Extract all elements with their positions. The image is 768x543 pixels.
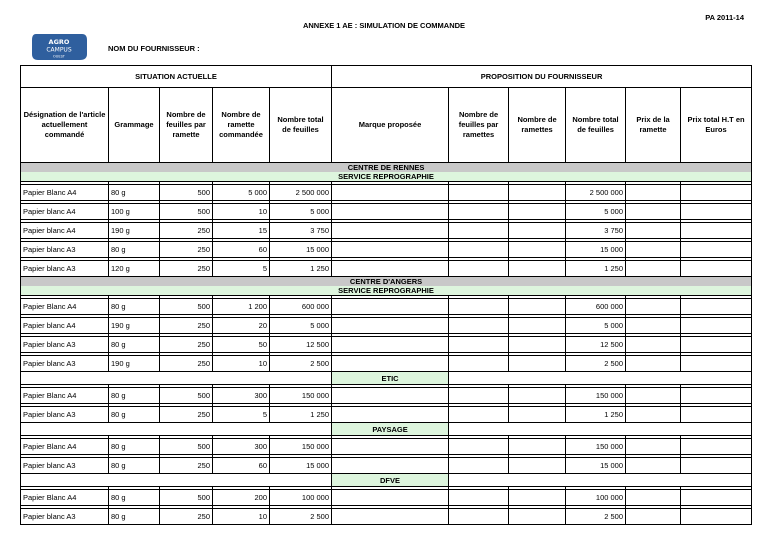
cell-grammage: 80 g — [109, 458, 160, 474]
input-ream-price[interactable] — [626, 261, 681, 277]
input-proposed-reams[interactable] — [509, 458, 566, 474]
cell-sheets-per-ream: 500 — [160, 299, 213, 315]
cell-total-sheets: 100 000 — [270, 490, 332, 506]
input-proposed-sheets-per-ream[interactable] — [449, 337, 509, 353]
input-proposed-reams[interactable] — [509, 261, 566, 277]
cell-sheets-per-ream: 250 — [160, 318, 213, 334]
cell-reams-ordered: 50 — [213, 337, 270, 353]
input-total-price[interactable] — [681, 458, 752, 474]
cell-grammage: 80 g — [109, 439, 160, 455]
cell-sheets-per-ream: 500 — [160, 204, 213, 220]
cell-grammage: 80 g — [109, 185, 160, 201]
col-grammage: Grammage — [109, 88, 160, 163]
cell-reams-ordered: 60 — [213, 242, 270, 258]
cell-reams-ordered: 5 — [213, 407, 270, 423]
input-proposed-brand[interactable] — [332, 318, 449, 334]
cell-total-sheets: 2 500 — [270, 356, 332, 372]
input-ream-price[interactable] — [626, 458, 681, 474]
input-proposed-brand[interactable] — [332, 204, 449, 220]
cell-sheets-per-ream: 250 — [160, 337, 213, 353]
input-ream-price[interactable] — [626, 337, 681, 353]
table-row — [21, 337, 752, 353]
cell-total-sheets: 1 250 — [270, 407, 332, 423]
col-proposed-sheets-per-ream: Nombre de feuilles par ramettes — [449, 88, 509, 163]
cell-designation: Papier blanc A4 — [21, 318, 109, 334]
cell-proposed-total-sheets: 150 000 — [566, 439, 626, 455]
input-ream-price[interactable] — [626, 439, 681, 455]
cell-designation: Papier blanc A3 — [21, 458, 109, 474]
table-row — [21, 261, 752, 277]
cell-total-sheets: 1 250 — [270, 261, 332, 277]
cell-proposed-total-sheets: 3 750 — [566, 223, 626, 239]
input-proposed-sheets-per-ream[interactable] — [449, 204, 509, 220]
cell-grammage: 80 g — [109, 388, 160, 404]
input-proposed-sheets-per-ream[interactable] — [449, 299, 509, 315]
cell-reams-ordered: 60 — [213, 458, 270, 474]
input-ream-price[interactable] — [626, 223, 681, 239]
col-proposed-reams: Nombre de ramettes — [509, 88, 566, 163]
group-header-dfve: DFVE — [332, 474, 449, 487]
col-proposed-total-sheets: Nombre total de feuilles — [566, 88, 626, 163]
document-title: ANNEXE 1 AE : SIMULATION DE COMMANDE — [302, 21, 466, 30]
cell-designation: Papier blanc A3 — [21, 509, 109, 525]
table-row — [21, 490, 752, 506]
cell-sheets-per-ream: 500 — [160, 439, 213, 455]
cell-sheets-per-ream: 250 — [160, 261, 213, 277]
col-ream-price: Prix de la ramette — [626, 88, 681, 163]
cell-reams-ordered: 300 — [213, 439, 270, 455]
cell-proposed-total-sheets: 2 500 — [566, 509, 626, 525]
input-ream-price[interactable] — [626, 490, 681, 506]
input-proposed-sheets-per-ream[interactable] — [449, 261, 509, 277]
cell-grammage: 80 g — [109, 337, 160, 353]
order-simulation-table — [20, 65, 752, 525]
agrocampus-logo — [30, 32, 88, 62]
section-supplier-proposal: PROPOSITION DU FOURNISSEUR — [332, 66, 752, 88]
input-proposed-brand[interactable] — [332, 490, 449, 506]
input-total-price[interactable] — [681, 439, 752, 455]
table-row — [21, 407, 752, 423]
input-ream-price[interactable] — [626, 388, 681, 404]
input-total-price[interactable] — [681, 299, 752, 315]
input-ream-price[interactable] — [626, 185, 681, 201]
cell-proposed-total-sheets: 150 000 — [566, 388, 626, 404]
cell-sheets-per-ream: 500 — [160, 185, 213, 201]
cell-reams-ordered: 10 — [213, 356, 270, 372]
cell-proposed-total-sheets: 2 500 — [566, 356, 626, 372]
input-proposed-brand[interactable] — [332, 356, 449, 372]
input-proposed-brand[interactable] — [332, 337, 449, 353]
cell-designation: Papier Blanc A4 — [21, 299, 109, 315]
input-proposed-reams[interactable] — [509, 490, 566, 506]
group-header-right — [449, 474, 752, 487]
input-proposed-reams[interactable] — [509, 407, 566, 423]
group-header-left — [21, 474, 332, 487]
logo-graphic — [30, 32, 88, 62]
table-row — [21, 299, 752, 315]
cell-grammage: 190 g — [109, 356, 160, 372]
input-proposed-sheets-per-ream[interactable] — [449, 490, 509, 506]
cell-sheets-per-ream: 250 — [160, 458, 213, 474]
site-header-rennes: CENTRE DE RENNES — [21, 163, 752, 173]
input-total-price[interactable] — [681, 388, 752, 404]
cell-reams-ordered: 10 — [213, 509, 270, 525]
input-proposed-sheets-per-ream[interactable] — [449, 242, 509, 258]
cell-grammage: 80 g — [109, 509, 160, 525]
input-proposed-sheets-per-ream[interactable] — [449, 458, 509, 474]
input-proposed-brand[interactable] — [332, 388, 449, 404]
input-total-price[interactable] — [681, 242, 752, 258]
cell-grammage: 80 g — [109, 490, 160, 506]
input-proposed-brand[interactable] — [332, 458, 449, 474]
cell-reams-ordered: 1 200 — [213, 299, 270, 315]
supplier-name-label: NOM DU FOURNISSEUR : — [108, 44, 200, 53]
input-ream-price[interactable] — [626, 204, 681, 220]
cell-total-sheets: 15 000 — [270, 242, 332, 258]
cell-reams-ordered: 200 — [213, 490, 270, 506]
cell-designation: Papier blanc A4 — [21, 204, 109, 220]
input-proposed-brand[interactable] — [332, 439, 449, 455]
cell-designation: Papier Blanc A4 — [21, 388, 109, 404]
cell-sheets-per-ream: 250 — [160, 242, 213, 258]
input-total-price[interactable] — [681, 318, 752, 334]
input-total-price[interactable] — [681, 509, 752, 525]
input-total-price[interactable] — [681, 337, 752, 353]
cell-total-sheets: 150 000 — [270, 388, 332, 404]
cell-sheets-per-ream: 500 — [160, 388, 213, 404]
cell-proposed-total-sheets: 1 250 — [566, 407, 626, 423]
cell-designation: Papier blanc A3 — [21, 261, 109, 277]
group-header-paysage: PAYSAGE — [332, 423, 449, 436]
input-ream-price[interactable] — [626, 318, 681, 334]
input-proposed-sheets-per-ream[interactable] — [449, 407, 509, 423]
input-proposed-sheets-per-ream[interactable] — [449, 223, 509, 239]
cell-reams-ordered: 5 000 — [213, 185, 270, 201]
input-proposed-reams[interactable] — [509, 185, 566, 201]
cell-proposed-total-sheets: 15 000 — [566, 458, 626, 474]
input-total-price[interactable] — [681, 204, 752, 220]
cell-designation: Papier blanc A4 — [21, 223, 109, 239]
cell-proposed-total-sheets: 100 000 — [566, 490, 626, 506]
input-proposed-reams[interactable] — [509, 299, 566, 315]
cell-proposed-total-sheets: 12 500 — [566, 337, 626, 353]
cell-grammage: 80 g — [109, 407, 160, 423]
table-row — [21, 458, 752, 474]
input-total-price[interactable] — [681, 223, 752, 239]
cell-designation: Papier blanc A3 — [21, 407, 109, 423]
group-header-etic: ETIC — [332, 372, 449, 385]
cell-reams-ordered: 5 — [213, 261, 270, 277]
input-proposed-brand[interactable] — [332, 261, 449, 277]
input-proposed-reams[interactable] — [509, 388, 566, 404]
cell-sheets-per-ream: 250 — [160, 223, 213, 239]
col-reams-ordered: Nombre de ramette commandée — [213, 88, 270, 163]
cell-proposed-total-sheets: 2 500 000 — [566, 185, 626, 201]
table-row — [21, 439, 752, 455]
cell-reams-ordered: 15 — [213, 223, 270, 239]
input-total-price[interactable] — [681, 261, 752, 277]
cell-sheets-per-ream: 250 — [160, 509, 213, 525]
input-total-price[interactable] — [681, 356, 752, 372]
cell-total-sheets: 2 500 — [270, 509, 332, 525]
cell-total-sheets: 600 000 — [270, 299, 332, 315]
input-proposed-reams[interactable] — [509, 439, 566, 455]
input-proposed-reams[interactable] — [509, 337, 566, 353]
cell-total-sheets: 15 000 — [270, 458, 332, 474]
input-proposed-reams[interactable] — [509, 356, 566, 372]
input-proposed-sheets-per-ream[interactable] — [449, 509, 509, 525]
cell-total-sheets: 2 500 000 — [270, 185, 332, 201]
cell-total-sheets: 12 500 — [270, 337, 332, 353]
input-proposed-reams[interactable] — [509, 318, 566, 334]
input-proposed-sheets-per-ream[interactable] — [449, 185, 509, 201]
cell-reams-ordered: 20 — [213, 318, 270, 334]
logo-text-agro: AGRO — [48, 38, 70, 46]
col-designation: Désignation de l'article actuellement commandé — [21, 88, 109, 163]
cell-reams-ordered: 300 — [213, 388, 270, 404]
cell-designation: Papier blanc A3 — [21, 356, 109, 372]
logo-text-campus: CAMPUS — [46, 46, 72, 54]
cell-sheets-per-ream: 250 — [160, 356, 213, 372]
input-proposed-reams[interactable] — [509, 242, 566, 258]
table-row — [21, 223, 752, 239]
input-total-price[interactable] — [681, 407, 752, 423]
cell-grammage: 190 g — [109, 223, 160, 239]
cell-designation: Papier Blanc A4 — [21, 185, 109, 201]
input-proposed-brand[interactable] — [332, 223, 449, 239]
input-proposed-sheets-per-ream[interactable] — [449, 356, 509, 372]
logo-text-ouest: OUEST — [53, 54, 65, 59]
cell-grammage: 100 g — [109, 204, 160, 220]
cell-proposed-total-sheets: 15 000 — [566, 242, 626, 258]
col-sheets-per-ream: Nombre de feuilles par ramette — [160, 88, 213, 163]
col-total-price: Prix total H.T en Euros — [681, 88, 752, 163]
cell-sheets-per-ream: 500 — [160, 490, 213, 506]
cell-total-sheets: 5 000 — [270, 204, 332, 220]
cell-designation: Papier Blanc A4 — [21, 439, 109, 455]
col-proposed-brand: Marque proposée — [332, 88, 449, 163]
col-total-sheets: Nombre total de feuilles — [270, 88, 332, 163]
input-total-price[interactable] — [681, 185, 752, 201]
table-row — [21, 185, 752, 201]
document-reference: PA 2011-14 — [705, 13, 744, 22]
input-proposed-sheets-per-ream[interactable] — [449, 388, 509, 404]
input-proposed-brand[interactable] — [332, 509, 449, 525]
cell-designation: Papier blanc A3 — [21, 337, 109, 353]
input-ream-price[interactable] — [626, 356, 681, 372]
table-row — [21, 509, 752, 525]
cell-sheets-per-ream: 250 — [160, 407, 213, 423]
input-ream-price[interactable] — [626, 509, 681, 525]
cell-grammage: 80 g — [109, 299, 160, 315]
table-row — [21, 388, 752, 404]
input-ream-price[interactable] — [626, 299, 681, 315]
cell-total-sheets: 150 000 — [270, 439, 332, 455]
cell-designation: Papier Blanc A4 — [21, 490, 109, 506]
input-proposed-sheets-per-ream[interactable] — [449, 318, 509, 334]
table-row — [21, 318, 752, 334]
input-total-price[interactable] — [681, 490, 752, 506]
cell-total-sheets: 3 750 — [270, 223, 332, 239]
cell-grammage: 120 g — [109, 261, 160, 277]
input-proposed-brand[interactable] — [332, 242, 449, 258]
group-header-left — [21, 423, 332, 436]
input-proposed-reams[interactable] — [509, 204, 566, 220]
cell-proposed-total-sheets: 5 000 — [566, 318, 626, 334]
cell-total-sheets: 5 000 — [270, 318, 332, 334]
input-proposed-brand[interactable] — [332, 407, 449, 423]
cell-proposed-total-sheets: 1 250 — [566, 261, 626, 277]
input-proposed-sheets-per-ream[interactable] — [449, 439, 509, 455]
cell-grammage: 80 g — [109, 242, 160, 258]
cell-reams-ordered: 10 — [213, 204, 270, 220]
input-ream-price[interactable] — [626, 407, 681, 423]
input-ream-price[interactable] — [626, 242, 681, 258]
input-proposed-brand[interactable] — [332, 185, 449, 201]
cell-grammage: 190 g — [109, 318, 160, 334]
table-row — [21, 204, 752, 220]
input-proposed-reams[interactable] — [509, 509, 566, 525]
service-header-rennes: SERVICE REPROGRAPHIE — [21, 172, 752, 182]
group-header-right — [449, 372, 752, 385]
input-proposed-reams[interactable] — [509, 223, 566, 239]
service-header-angers: SERVICE REPROGRAPHIE — [21, 286, 752, 296]
table-row — [21, 242, 752, 258]
site-header-angers: CENTRE D'ANGERS — [21, 277, 752, 287]
group-header-left — [21, 372, 332, 385]
group-header-right — [449, 423, 752, 436]
input-proposed-brand[interactable] — [332, 299, 449, 315]
table-row — [21, 356, 752, 372]
cell-proposed-total-sheets: 600 000 — [566, 299, 626, 315]
cell-proposed-total-sheets: 5 000 — [566, 204, 626, 220]
section-current-situation: SITUATION ACTUELLE — [21, 66, 332, 88]
cell-designation: Papier blanc A3 — [21, 242, 109, 258]
